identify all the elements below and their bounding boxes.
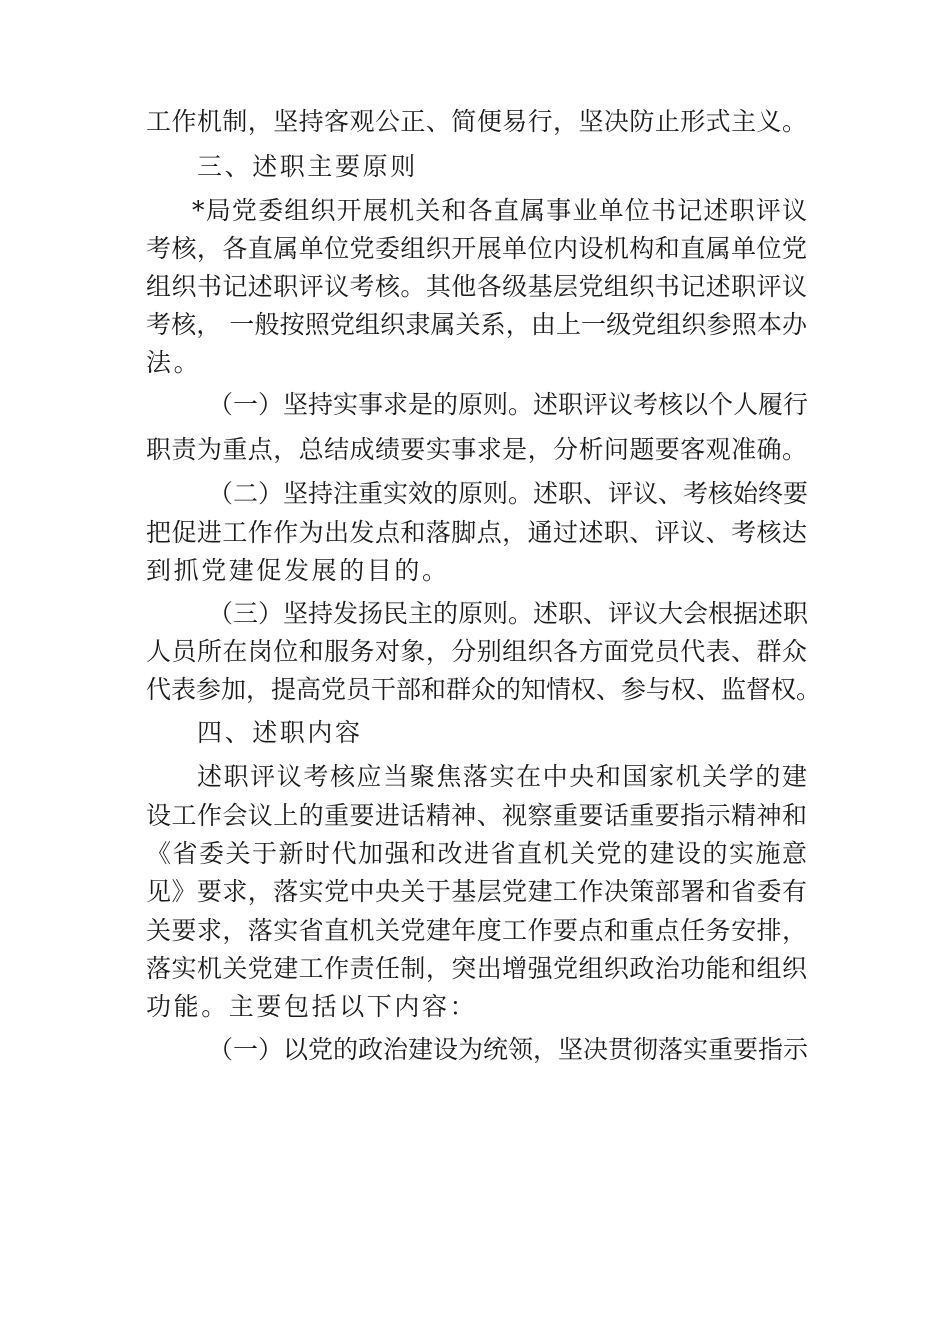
text-line: （一）以党的政治建设为统领，坚决贯彻落实重要指示	[208, 1035, 809, 1064]
text-line: 述职评议考核应当聚焦落实在中央和国家机关学的建	[197, 762, 807, 791]
text-line: 代表参加，提高党员干部和群众的知情权、参与权、监督权。	[146, 675, 822, 704]
text-line: 工作机制，坚持客观公正、简便易行，坚决防止形式主义。	[146, 107, 807, 136]
text-line: 到抓党建促发展的目的。	[146, 556, 450, 585]
text-line: 考核，各直属单位党委组织开展单位内设机构和直属单位党	[146, 234, 807, 263]
text-line: 功能。主要包括以下内容：	[146, 992, 478, 1021]
text-line: 落实机关党建工作责任制，突出增强党组织政治功能和组织	[146, 954, 807, 983]
text-line: *局党委组织开展机关和各直属事业单位书记述职评议	[192, 196, 807, 225]
text-line: （一）坚持实事求是的原则。述职评议考核以个人履行	[208, 390, 809, 419]
text-line: 法。	[146, 348, 202, 377]
text-line: 人员所在岗位和服务对象，分别组织各方面党员代表、群众	[146, 637, 807, 666]
text-line: 四、述职内容	[197, 718, 363, 747]
text-line: 三、述职主要原则	[197, 152, 418, 181]
text-line: （二）坚持注重实效的原则。述职、评议、考核始终要	[208, 479, 809, 508]
text-line: 见》要求，落实党中央关于基层党建工作决策部署和省委有	[146, 877, 807, 906]
text-line: 把促进工作作为出发点和落脚点，通过述职、评议、考核达	[146, 518, 807, 547]
text-line: 职责为重点，总结成绩要实事求是，分析问题要客观准确。	[146, 435, 807, 464]
text-line: 设工作会议上的重要进话精神、视察重要话重要指示精神和	[146, 801, 807, 830]
text-line: 组织书记述职评议考核。其他各级基层党组织书记述职评议	[146, 272, 807, 301]
text-line: 考核， 一般按照党组织隶属关系，由上一级党组织参照本办	[146, 310, 807, 339]
text-line: （三）坚持发扬民主的原则。述职、评议大会根据述职	[208, 599, 809, 628]
text-line: 关要求，落实省直机关党建年度工作要点和重点任务安排，	[146, 916, 807, 945]
text-line: 《省委关于新时代加强和改进省直机关党的建设的实施意	[146, 839, 807, 868]
